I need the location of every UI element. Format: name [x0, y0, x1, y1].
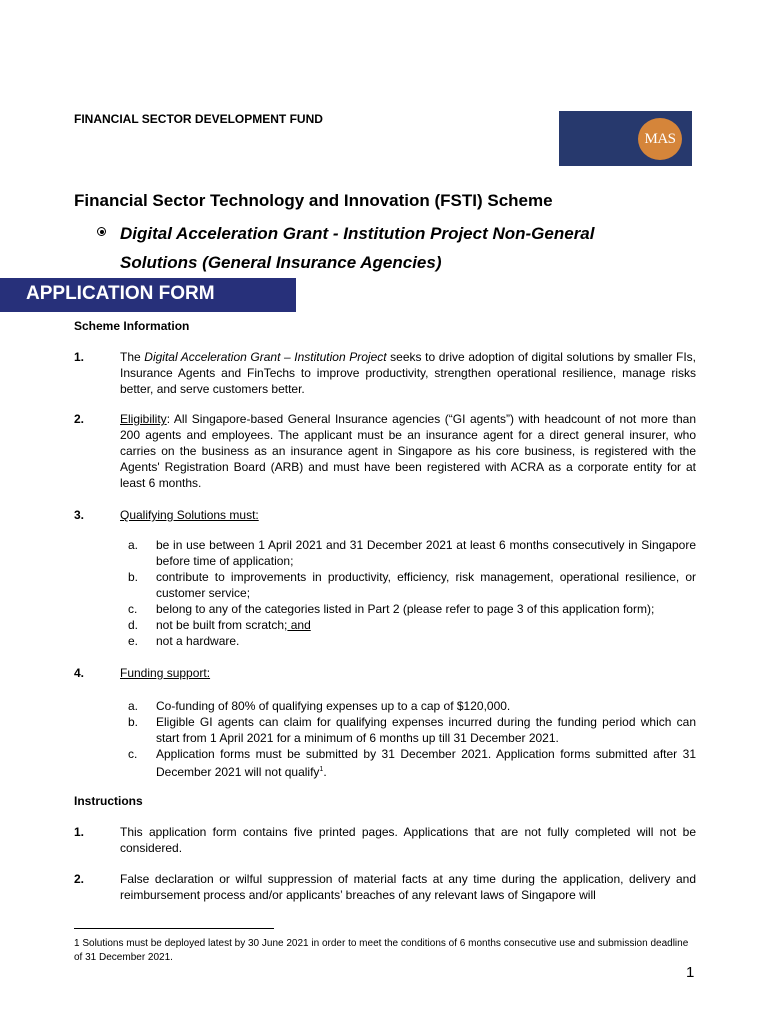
qualifying-d: d. not be built from scratch; and: [128, 618, 311, 632]
footnote-divider: [74, 928, 274, 929]
scheme-item-1: [74, 349, 696, 397]
instruction-item-2: [74, 871, 696, 903]
instructions-heading: Instructions: [74, 794, 143, 808]
scheme-item-4: [74, 665, 696, 681]
application-form-banner: [0, 278, 296, 312]
item-number: 3.: [74, 508, 85, 522]
scheme-title: Financial Sector Technology and Innovation (FSTI) Scheme: [74, 191, 553, 210]
scheme-info-heading: Scheme Information: [74, 319, 190, 333]
scheme-item-3: [74, 507, 696, 523]
fund-title: FINANCIAL SECTOR DEVELOPMENT FUND: [74, 112, 323, 126]
item-text: Funding support:: [120, 666, 211, 680]
page-number: 1: [686, 964, 695, 981]
item-text: Qualifying Solutions must:: [120, 508, 259, 522]
item-number: 1.: [74, 350, 85, 364]
scheme-item-2: [74, 411, 696, 491]
item-number: 4.: [74, 666, 85, 680]
funding-b: b. Eligible GI agents can claim for qualifying expenses incurred during the funding period which can start from 1 April 2021 for a minimum of 6 months up till 31 December 2021.: [128, 715, 696, 745]
item-number: 2.: [74, 872, 85, 886]
qualifying-e: e. not a hardware.: [128, 634, 240, 648]
qualifying-a: a. be in use between 1 April 2021 and 31 December 2021 at least 6 months consecutively in Singapore before time of application;: [128, 538, 696, 568]
footnote: 1 Solutions must be deployed latest by 30 June 2021 in order to meet the conditions of 6 months consecutive use and submission deadline of 31 December 2021.: [74, 938, 689, 963]
instruction-item-1: [74, 824, 696, 856]
mas-logo-mark: MAS: [638, 118, 682, 160]
grant-title: Digital Acceleration Grant - Institution Project Non-General Solutions (General Insurance Agencies): [120, 224, 595, 272]
item-number: 2.: [74, 412, 85, 426]
bullet-icon: [97, 227, 106, 236]
qualifying-c: c. belong to any of the categories listed in Part 2 (please refer to page 3 of this application form);: [128, 602, 655, 616]
item-text: Eligibility: All Singapore-based General Insurance agencies (“GI agents”) with headcount of not more than 200 agents and employees. The applicant must be an insurance agent for a direct general insurer, who carries on the business as an insurance agent in Singapore as his core business, is registered with the Agents' Registration Board (ARB) and must have been registered with ACRA as a corporate entity for at least 6 months.: [120, 412, 696, 490]
banner-title: APPLICATION FORM: [26, 283, 215, 304]
item-number: 1.: [74, 825, 85, 839]
item-text: False declaration or wilful suppression of material facts at any time during the application, delivery and reimbursement process and/or applicants’ breaches of any relevant laws of Singapore will: [120, 872, 696, 902]
item-text: The Digital Acceleration Grant – Institution Project seeks to drive adoption of digital solutions by smaller FIs, Insurance Agents and FinTechs to improve productivity, strengthen operational resilience, manage risks better, and serve customers better.: [120, 350, 696, 396]
mas-logo: [559, 111, 692, 166]
qualifying-b: b. contribute to improvements in productivity, efficiency, risk management, operational resilience, or customer service;: [128, 570, 696, 600]
funding-c: c. Application forms must be submitted by 31 December 2021. Application forms submitted after 31 December 2021 will not qualify$^1$.: [128, 747, 696, 779]
funding-a: a. Co-funding of 80% of qualifying expenses up to a cap of $120,000.: [128, 699, 511, 713]
item-text: This application form contains five printed pages. Applications that are not fully completed will not be considered.: [120, 825, 696, 855]
